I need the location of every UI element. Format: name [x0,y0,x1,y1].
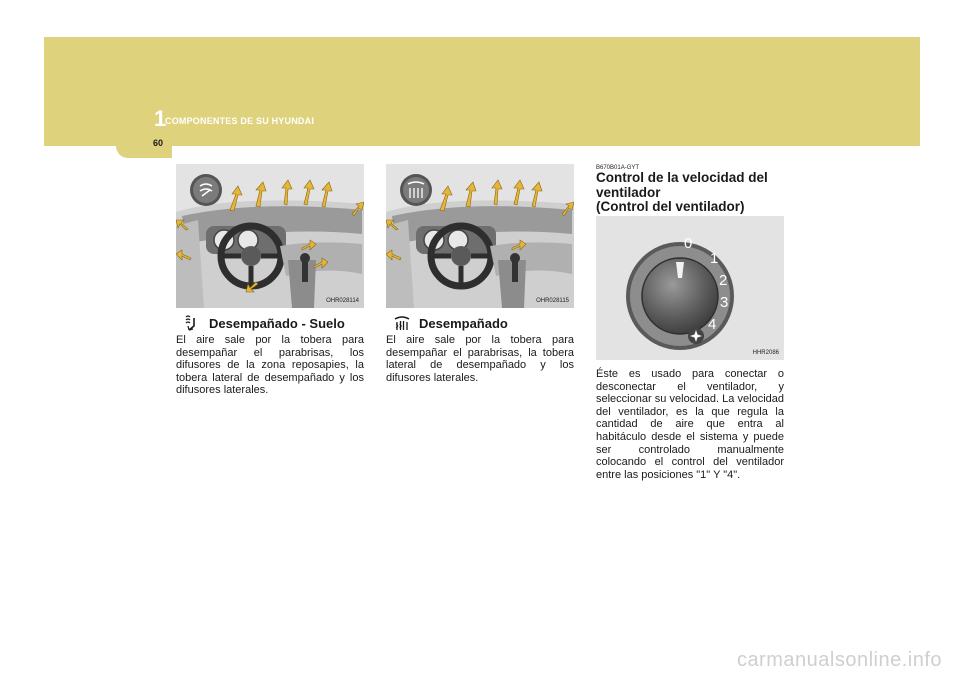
watermark[interactable]: carmanualsonline.info [736,649,942,671]
chapter-title: COMPONENTES DE SU HYUNDAI [165,116,315,126]
section-title-line: ventilador [596,184,661,200]
page-tab [116,134,172,158]
fan-speed-dial-figure [596,216,784,360]
dashboard-floor-defrost-figure [176,164,364,308]
dial-label-1: 1 [710,250,719,267]
section-title-line: Control de la velocidad del [596,170,768,185]
defrost-icon [393,314,411,332]
header-band [44,37,920,146]
defrost-heading [393,314,508,332]
section-heading: Desempañado - Suelo [209,315,345,331]
dial-label-3: 3 [720,294,729,311]
section-title [596,171,786,215]
figure-code: OHR028115 [536,298,569,304]
chapter-number: 1 [154,106,167,131]
section-title-line: (Control del ventilador) [596,199,745,214]
defrost-floor-heading [183,314,345,332]
figure-code: HHR2086 [752,350,779,356]
body-paragraph: Éste es usado para conectar o desconectar el ventilador, y seleccionar su velocidad. La velocidad del ventilador, es la que regula la cantidad de aire que entra al habitáculo desde el sistema y puede ser controlado manualmente colocando el control del ventilador entre las posiciones "1" Y "4". [596,368,784,481]
section-heading: Desempañado [419,315,508,331]
section-code: B670B01A-GYT [596,165,640,171]
page-number: 60 [153,138,164,148]
figure-code: OHR028114 [326,298,359,304]
dashboard-illustration [176,164,364,308]
defrost-floor-icon [183,314,201,332]
dashboard-illustration [386,164,574,308]
dial-label-4: 4 [708,316,717,333]
dashboard-defrost-figure [386,164,574,308]
dial-label-0: 0 [684,235,693,252]
body-paragraph: El aire sale por la tobera para desempañar el parabrisas, la tobera lateral de desempañado y los difusores laterales. [386,334,574,384]
body-paragraph: El aire sale por la tobera para desempañar el parabrisas, los difusores de la zona reposapies, la tobera lateral de desempañado y los difusores laterales. [176,334,364,397]
dial-label-2: 2 [719,272,728,289]
